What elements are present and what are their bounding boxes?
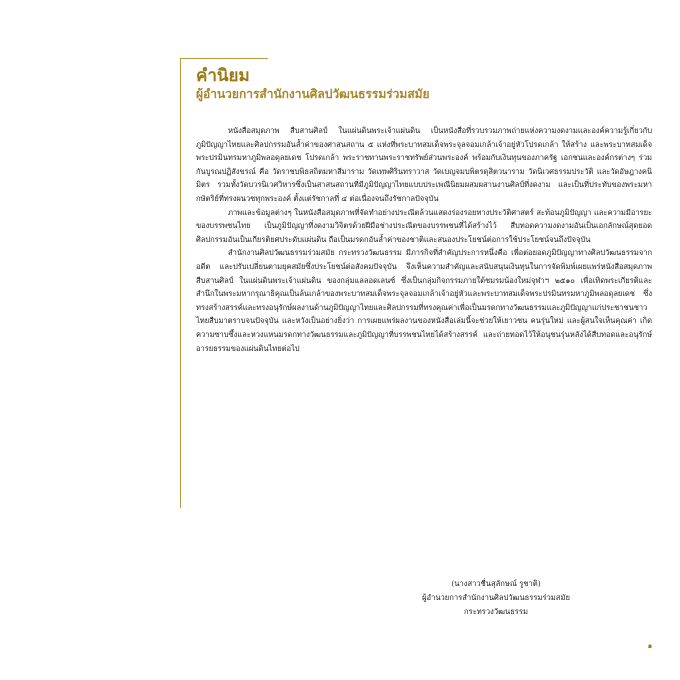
- paragraph-3: สำนักงานศิลปวัฒนธรรมร่วมสมัย กระทรวงวัฒนธรรม มีภารกิจที่สำคัญประการหนึ่งคือ เพื่อต่อยอดภูมิปัญญาทางศิลปวัฒนธรรมจากอดีต และปรับเปลี่ยนตามยุคสมัยซึ่งประโยชน์ต่อสังคมปัจจุบัน จึงเห็นความสำคัญและสนับสนุนเงินทุนในการจัดพิมพ์เผยแพร่หนังสือสมุดภาพ สืบสานศิลป์ ในแผ่นดินพระเจ้าแผ่นดิน ของกลุ่มแลลอดเลนซ์ ซึ่งเป็นกลุ่มกิจกรรมภายใต้ชมรมน้องใหม่จุฬาฯ ๒๕๑๐ เพื่อเทิดพระเกียรติและสำนึกในพระมหากรุณาธิคุณเป็นล้นเกล้าของพระบาทสมเด็จพระจุลจอมเกล้าเจ้าอยู่หัวและพระบาทสมเด็จพระปรมินทรมหาภูมิพลอดุลยเดช ซึ่งทรงสร้างสรรค์และทรงอนุรักษ์ผลงานด้านภูมิปัญญาไทยและศิลปกรรมที่ทรงคุณค่าเพื่อเป็นมรดกทางวัฒนธรรมและภูมิปัญญาแก่ประชาชนชาวไทยสืบมาตราบจนปัจจุบัน และหวังเป็นอย่างยิ่งว่า การเผยแพร่ผลงานของหนังสือเล่มนี้จะช่วยให้เยาวชน คนรุ่นใหม่ และผู้สนใจเห็นคุณค่า เกิดความซาบซึ้งและหวงแหนมรดกทางวัฒนธรรมและภูมิปัญญาที่บรรพชนไทยได้สร้างสรรค์ และถ่ายทอดไว้ให้อนุชนรุ่นหลังได้สืบทอดและอนุรักษ์อารยธรรมของแผ่นดินไทยต่อไป: [196, 248, 652, 353]
- signature-block: [396, 577, 596, 619]
- signatory-name: (นางสาวชื่นสุลักษณ์ รูชาติ): [451, 579, 541, 588]
- frame-line-left: [180, 58, 181, 508]
- page-subtitle: ผู้อำนวยการสำนักงานศิลปวัฒนธรรมร่วมสมัย: [196, 87, 430, 101]
- frame-line-top: [180, 58, 268, 59]
- page-title: คำนิยม: [196, 66, 250, 86]
- paragraph-2: ภาพและข้อมูลต่างๆ ในหนังสือสมุดภาพที่จัดทำอย่างประณีตล้วนแสดงร่องรอยทางประวัติศาสตร์ สะท้อนภูมิปัญญา และความมีอารยะของบรรพชนไทย เป็นภูมิปัญญาที่งดงามวิจิตรด้วยฝีมือช่างประณีตของบรรพชนที่ได้สร้างไว้ สืบทอดความงดงามอันเป็นเอกลักษณ์สุดยอดศิลปกรรมอันเป็นเกียรติยศประดับแผ่นดิน ถือเป็นมรดกอันล้ำค่าของชาติและสนองประโยชน์ต่อการใช้ประโยชน์จนถึงปัจจุบัน: [196, 207, 652, 244]
- paragraph-1: หนังสือสมุดภาพ สืบสานศิลป์ ในแผ่นดินพระเจ้าแผ่นดิน เป็นหนังสือที่รวบรวมภาพถ่ายแห่งความงดงามและองค์ความรู้เกี่ยวกับภูมิปัญญาไทยและศิลปกรรมอันล้ำค่าของศาสนสถาน ๕ แห่งที่พระบาทสมเด็จพระจุลจอมเกล้าเจ้าอยู่หัวโปรดเกล้า ให้สร้าง และพระบาทสมเด็จพระปรมินทรมหาภูมิพลอดุลยเดช โปรดเกล้า พระราชทานพระราชทรัพย์ส่วนพระองค์ พร้อมกับเงินทุนของภาครัฐ เอกชนและองค์กรต่างๆ ร่วมกันบูรณปฏิสังขรณ์ คือ วัดราชบพิธสถิตมหาสีมาราม วัดเทพศิรินทราวาส วัดเบญจมบพิตรดุสิตวนาราม วัดนิเวศธรรมประวัติ และวัดอัษฎางคนิมิตร รวมทั้งวัดบวรนิเวศวิหารซึ่งเป็นสาสนสถานที่มีภูมิปัญญาไทยแบบประเพณีนิยมผสมผสานงานศิลป์ที่งดงาม และเป็นที่ประทับของพระมหากษัตริย์ที่ทรงผนวชทุกพระองค์ ตั้งแต่รัชกาลที่ ๔ ต่อเนื่องจนถึงรัชกาลปัจจุบัน: [196, 126, 652, 203]
- signatory-organization: กระทรวงวัฒนธรรม: [464, 607, 528, 616]
- foreword-body: [196, 124, 652, 355]
- signatory-position: ผู้อำนวยการสำนักงานศิลปวัฒนธรรมร่วมสมัย: [422, 593, 570, 602]
- page-number: ๑: [647, 642, 653, 650]
- heading-block: [196, 66, 536, 102]
